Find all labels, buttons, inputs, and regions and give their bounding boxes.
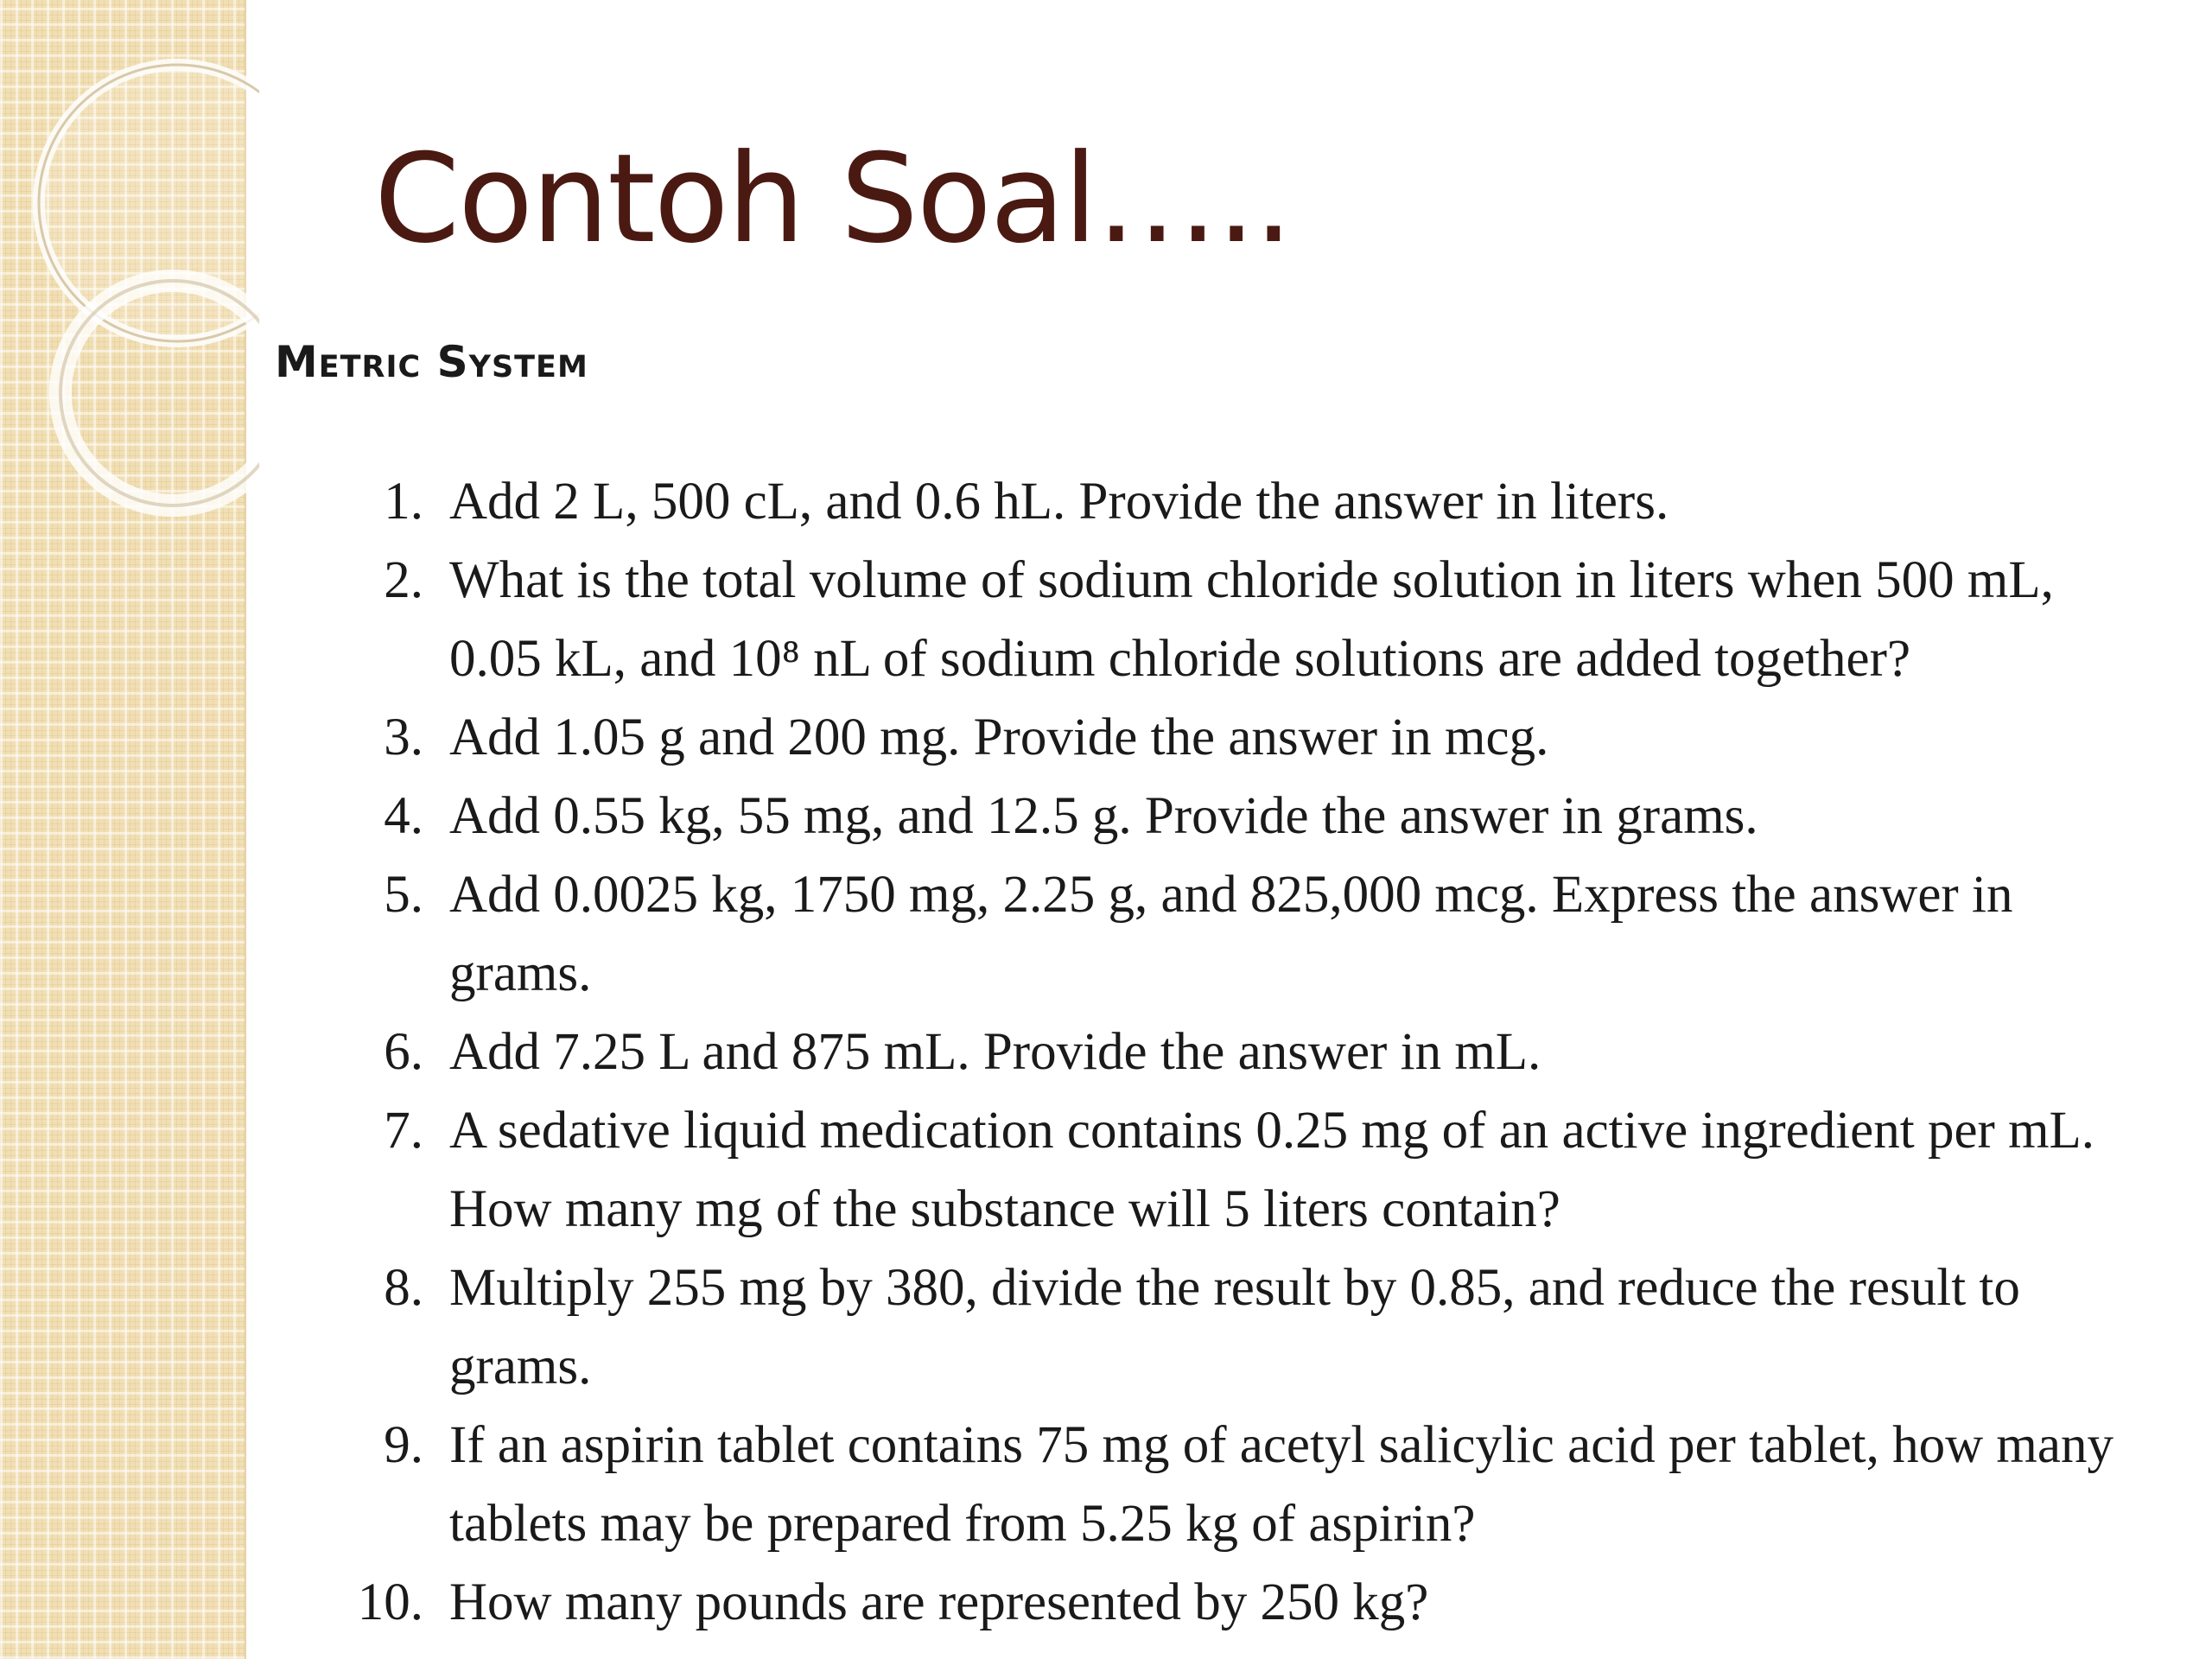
problem-number: 7.	[384, 1102, 423, 1160]
problem-text: If an aspirin tablet contains 75 mg of acetyl salicylic acid per tablet, how many tablets may be prepared from 5.25 kg of aspirin?	[449, 1416, 2113, 1553]
problem-text: Multiply 255 mg by 380, divide the result by 0.85, and reduce the result to grams.	[449, 1259, 2020, 1395]
problem-text: A sedative liquid medication contains 0.25 mg of an active ingredient per mL. How many mg of the substance will 5 liters contain?	[449, 1102, 2095, 1238]
problem-text: Add 0.55 kg, 55 mg, and 12.5 g. Provide the answer in grams.	[449, 787, 1758, 845]
problem-item	[337, 1013, 2143, 1091]
problem-item	[337, 462, 2143, 541]
problem-number: 6.	[384, 1023, 423, 1081]
problem-text: Add 0.0025 kg, 1750 mg, 2.25 g, and 825,000 mcg. Express the answer in grams.	[449, 866, 2013, 1002]
problem-number: 3.	[384, 709, 423, 766]
problem-text: Add 1.05 g and 200 mg. Provide the answer in mcg.	[449, 709, 1549, 766]
problem-number: 8.	[384, 1259, 423, 1317]
problem-item	[337, 1406, 2143, 1563]
problem-item	[337, 777, 2143, 855]
problem-text: What is the total volume of sodium chloride solution in liters when 500 mL, 0.05 kL, and 10⁸ nL of sodium chloride solutions are added together?	[449, 551, 2054, 688]
problem-list	[337, 462, 2143, 1642]
problem-item	[337, 1091, 2143, 1249]
problem-text: Add 7.25 L and 875 mL. Provide the answer in mL.	[449, 1023, 1541, 1081]
section-heading: Metric System	[275, 337, 588, 387]
problem-text: How many pounds are represented by 250 kg?	[449, 1573, 1429, 1631]
decorative-rings	[0, 0, 259, 553]
problem-number: 10.	[357, 1573, 423, 1631]
problem-item	[337, 1563, 2143, 1642]
slide-title: Contoh Soal…..	[374, 128, 1292, 270]
problem-item	[337, 698, 2143, 777]
problem-number: 1.	[384, 473, 423, 531]
problem-item	[337, 1249, 2143, 1406]
problem-number: 9.	[384, 1416, 423, 1474]
problem-number: 2.	[384, 551, 423, 609]
problem-item	[337, 855, 2143, 1013]
problem-text: Add 2 L, 500 cL, and 0.6 hL. Provide the answer in liters.	[449, 473, 1669, 531]
problem-number: 4.	[384, 787, 423, 845]
problem-number: 5.	[384, 866, 423, 924]
problem-item	[337, 541, 2143, 698]
